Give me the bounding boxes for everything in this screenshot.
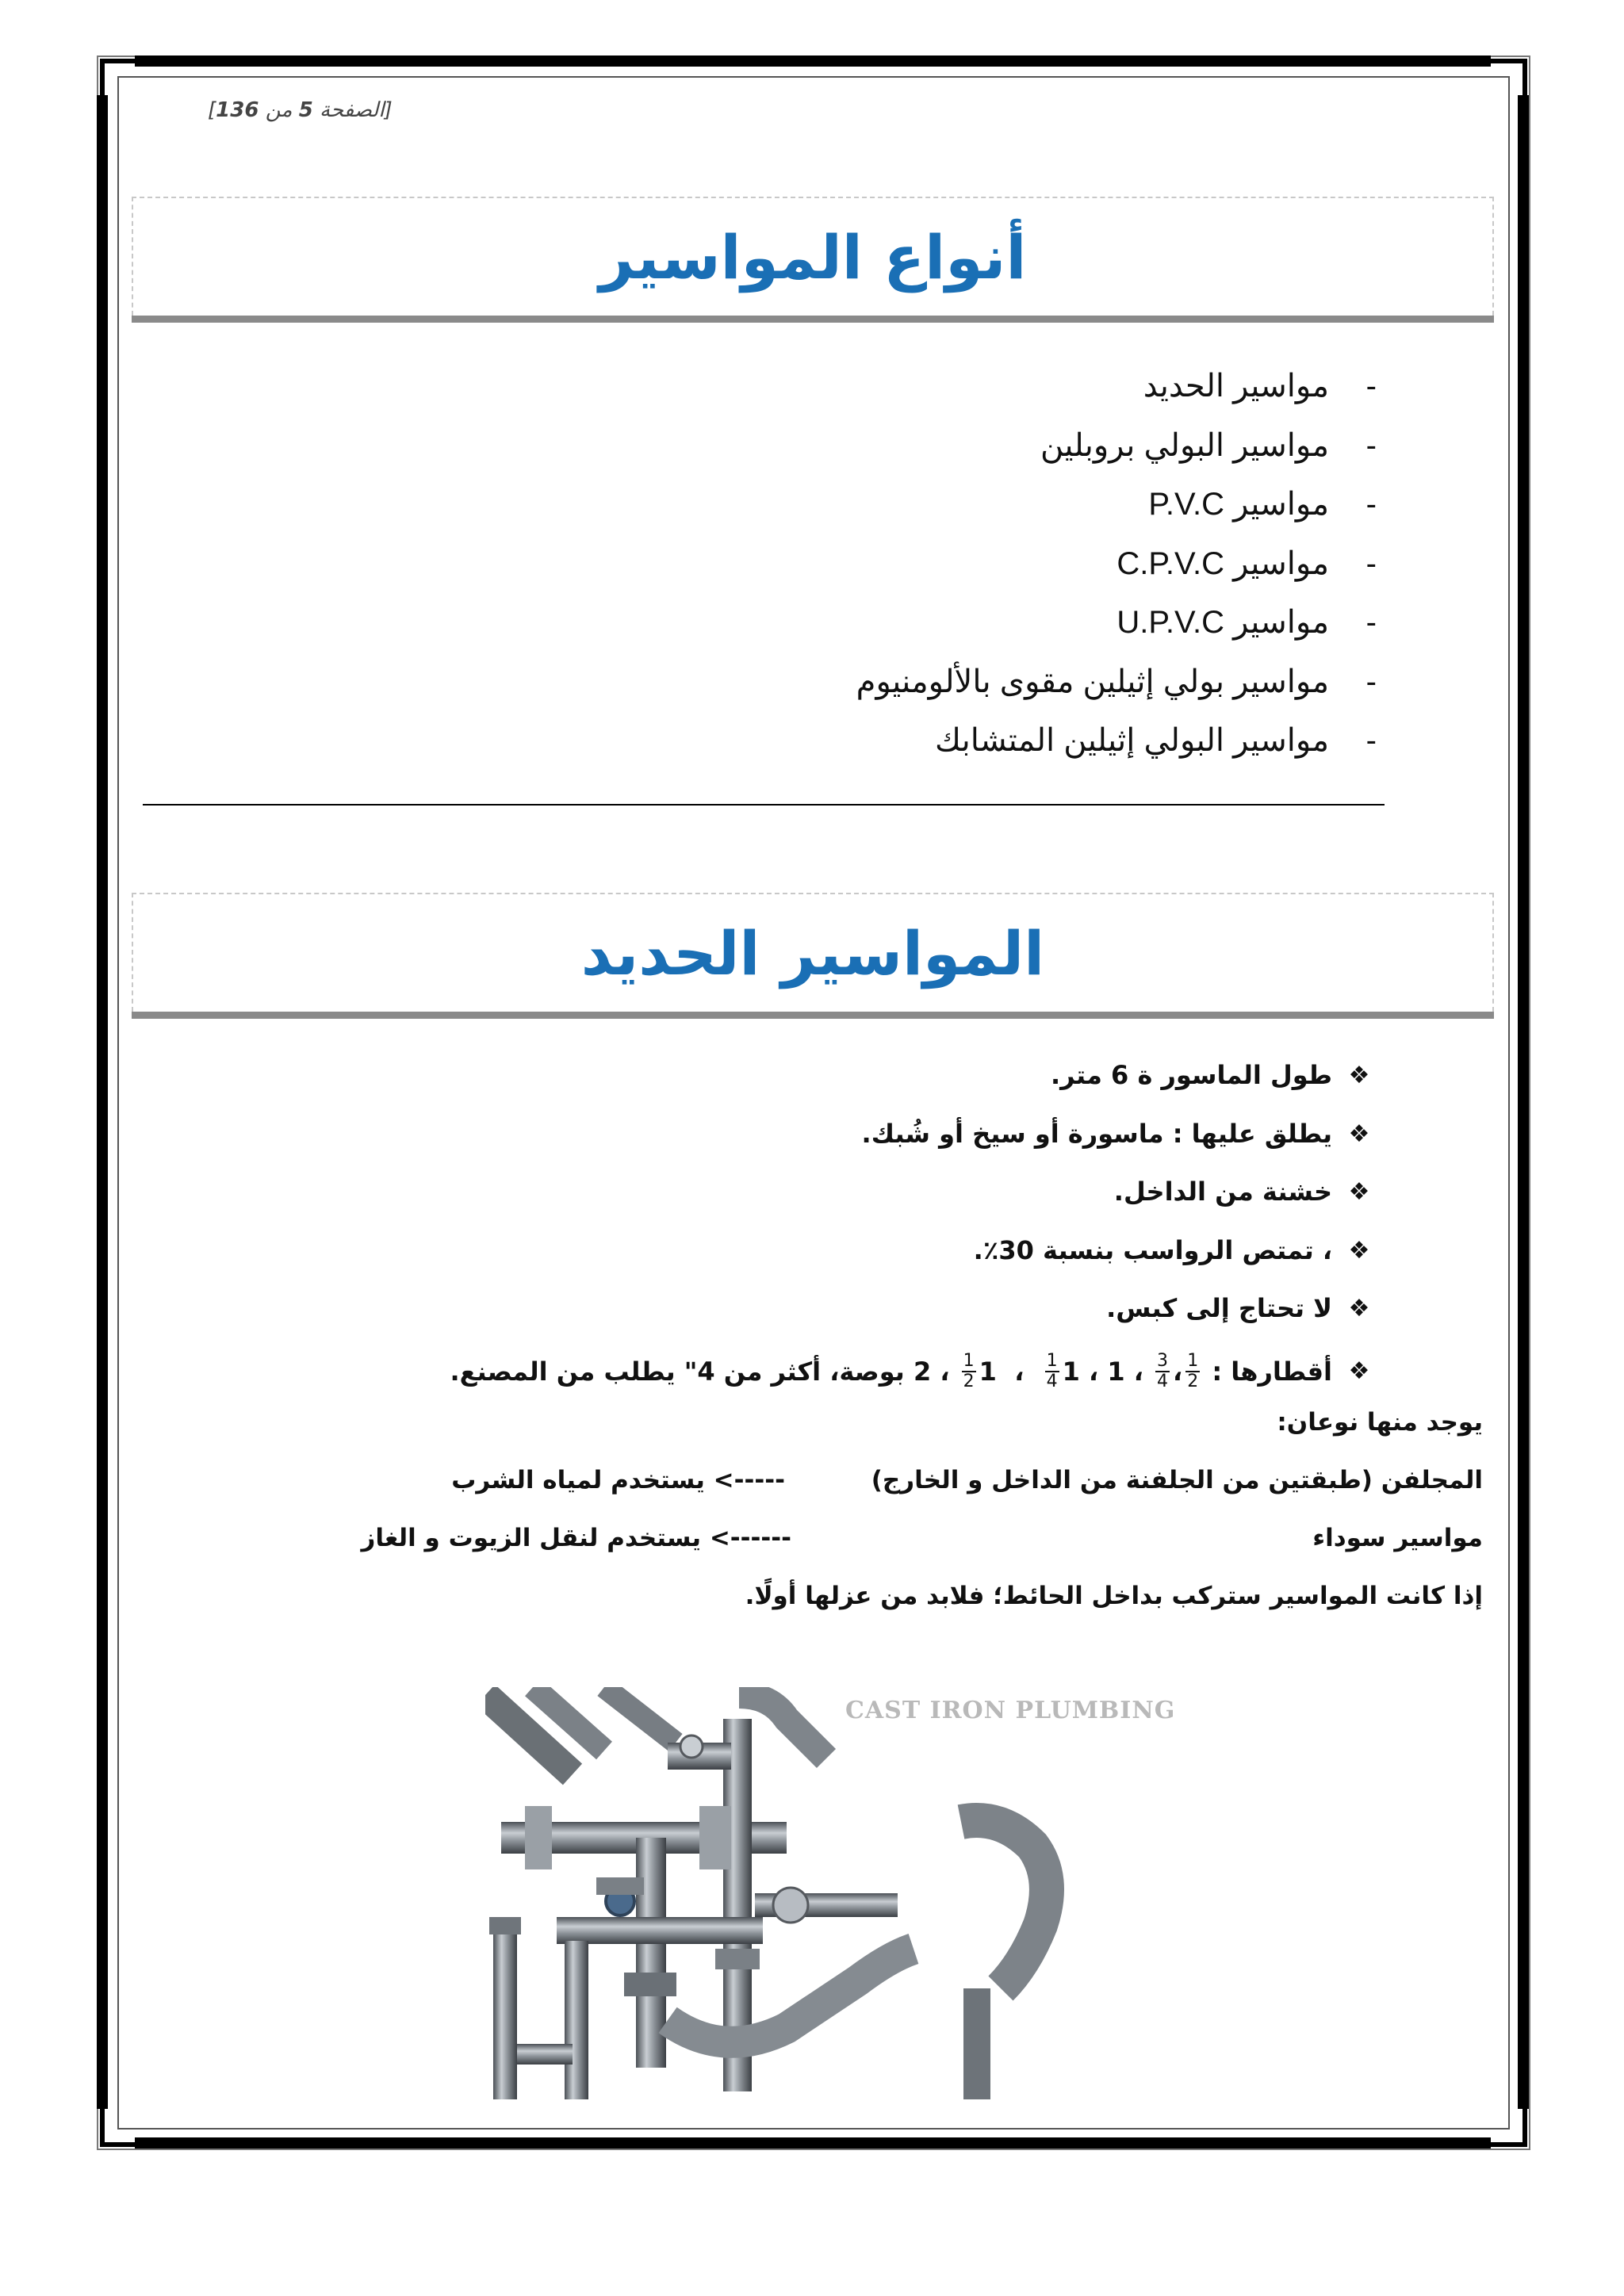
bullet-icon: ❖ — [1348, 1178, 1370, 1206]
black-type: مواسير سوداء — [1312, 1524, 1483, 1552]
list-item: - مواسير بولي إثيلين مقوى بالألومنيوم — [856, 664, 1377, 699]
list-item: - مواسير C.P.V.C — [1116, 545, 1377, 581]
frame-bar-bottom — [135, 2137, 1491, 2149]
page-number: [الصفحة 5 من 136] — [208, 98, 393, 122]
iron-pipes-facts — [197, 1047, 1386, 1405]
list-item: - مواسير البولي إثيلين المتشابك — [934, 723, 1377, 758]
galvanized-type: المجلفن (طبقتين من الجلفنة من الداخل و الخارج) — [871, 1466, 1483, 1494]
cast-iron-pipes-image — [485, 1687, 1134, 2099]
list-item: - مواسير الحديد — [1143, 369, 1377, 404]
types-intro: يوجد منها نوعان: — [1277, 1408, 1483, 1437]
list-item: ❖ ، تمتص الرواسب بنسبة 30٪. — [197, 1222, 1386, 1280]
image-caption: CAST IRON PLUMBING — [845, 1697, 1176, 1724]
list-item: ❖ طول الماسور ة 6 متر. — [197, 1047, 1386, 1105]
fraction-half: $\frac{1}{2}$ — [1187, 1350, 1199, 1391]
list-item: ❖ لا تحتاج إلى كبس. — [197, 1280, 1386, 1338]
frame-bar-right — [1518, 95, 1529, 2109]
bullet-icon: ❖ — [1348, 1295, 1370, 1322]
section1-title-box — [132, 197, 1494, 316]
bullet-icon: ❖ — [1348, 1062, 1370, 1089]
galvanized-use: -----> يستخدم لمياه الشرب — [451, 1466, 785, 1494]
fraction-one-quarter: $\frac{1}{4}$ — [1046, 1350, 1058, 1391]
frame-bar-left — [97, 95, 108, 2109]
diameters-item: ❖ أقطارها : $\frac{1}{2}$ ، $\frac{3}{4}$ ، 1 ، 1 $\frac{1}{4}$ ، 1 $\frac{1}{2}$ ، 2 بوصة، أكثر من 4" يطلب من المصنع. — [197, 1338, 1386, 1405]
section2-title: المواسير الحديد — [580, 917, 1045, 989]
bullet-icon: ❖ — [1348, 1119, 1370, 1148]
insulation-note: إذا كانت المواسير ستركب بداخل الحائط؛ فلابد من عزلها أولًا. — [745, 1582, 1483, 1610]
pipe-types-list — [271, 357, 1381, 771]
section2-title-box — [132, 893, 1494, 1012]
fraction-three-quarters: $\frac{3}{4}$ — [1157, 1350, 1169, 1391]
list-item: - مواسير البولي بروبلين — [1040, 427, 1377, 463]
section2-title-underline — [132, 1012, 1494, 1019]
section-separator — [143, 804, 1385, 806]
list-item: ❖ خشنة من الداخل. — [197, 1163, 1386, 1222]
section1-title: أنواع المواسير — [599, 221, 1027, 293]
bullet-icon: ❖ — [1348, 1236, 1370, 1265]
black-use: ------> يستخدم لنقل الزيوت و الغاز — [361, 1524, 791, 1552]
list-item: - مواسير U.P.V.C — [1116, 605, 1377, 640]
list-item: - مواسير P.V.C — [1148, 487, 1377, 522]
list-item: ❖ يطلق عليها : ماسورة أو سيخ أو شُبك. — [197, 1105, 1386, 1164]
frame-bar-top — [135, 55, 1491, 67]
section1-title-underline — [132, 316, 1494, 323]
bullet-icon: ❖ — [1348, 1357, 1370, 1385]
fraction-one-half: $\frac{1}{2}$ — [963, 1350, 975, 1391]
